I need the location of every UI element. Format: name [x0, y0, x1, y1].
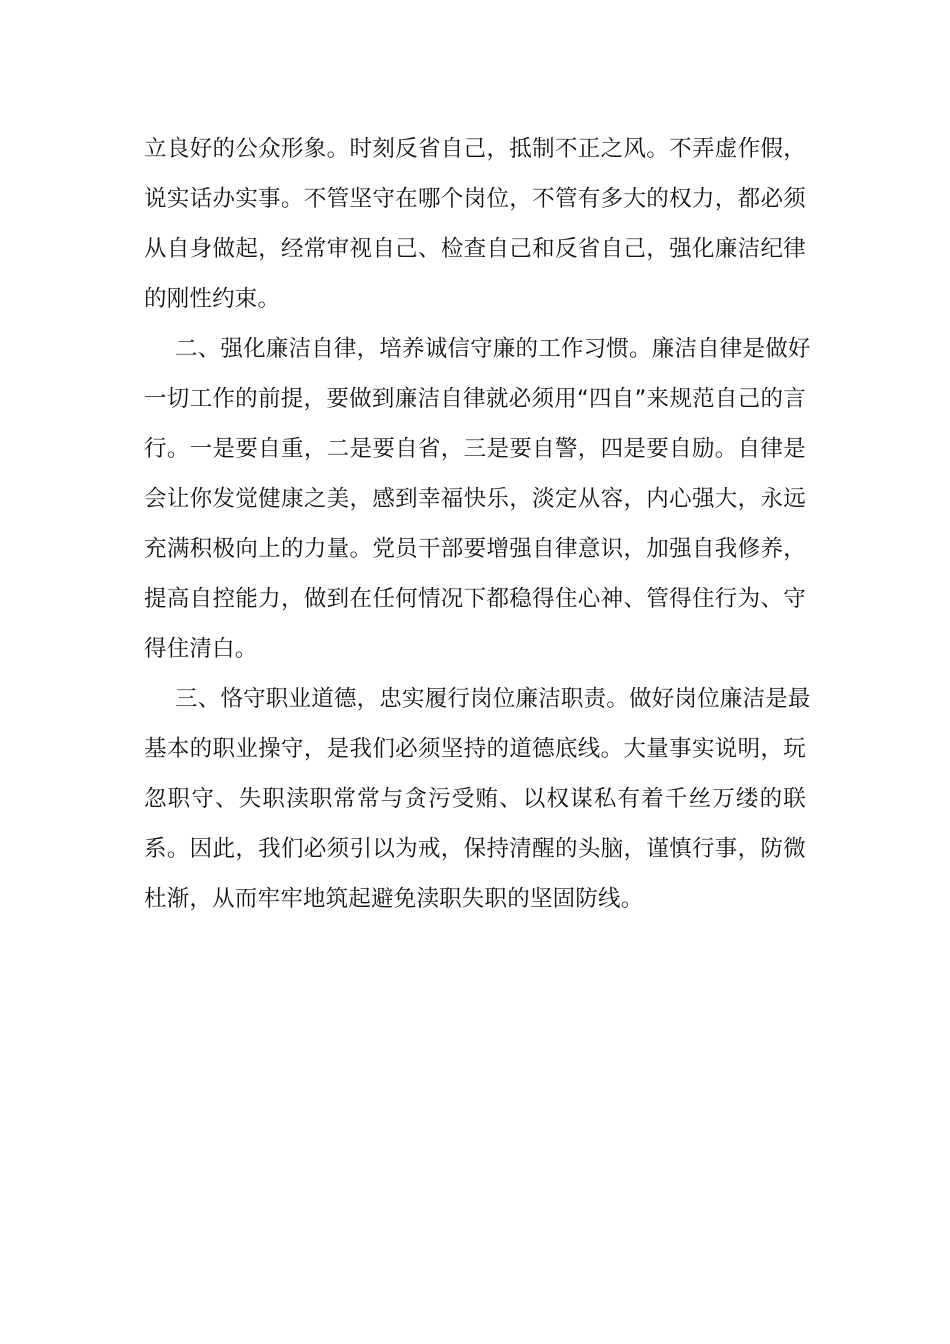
text-line: 二、强化廉洁自律，培养诚信守廉的工作习惯。廉洁自律是做好 [175, 336, 811, 362]
text-line: 系。因此，我们必须引以为戒，保持清醒的头脑，谨慎行事，防微 [144, 836, 806, 862]
text-line: 立良好的公众形象。时刻反省自己，抵制不正之风。不弄虚作假， [144, 136, 806, 162]
paragraph-section-two [144, 324, 811, 674]
text-line: 充满积极向上的力量。党员干部要增强自律意识，加强自我修养， [144, 536, 806, 562]
text-line: 的刚性约束。 [144, 286, 281, 312]
text-line: 行。一是要自重，二是要自省，三是要自警，四是要自励。自律是 [144, 436, 806, 462]
paragraph-continued [144, 124, 806, 324]
text-line: 说实话办实事。不管坚守在哪个岗位，不管有多大的权力，都必须 [144, 186, 806, 212]
text-line: 基本的职业操守，是我们必须坚持的道德底线。大量事实说明，玩 [144, 736, 806, 762]
text-line: 杜渐，从而牢牢地筑起避免渎职失职的坚固防线。 [144, 886, 644, 912]
text-line: 一切工作的前提，要做到廉洁自律就必须用“四自”来规范自己的言 [144, 386, 806, 412]
paragraph-section-three [144, 674, 811, 924]
text-line: 从自身做起，经常审视自己、检查自己和反省自己，强化廉洁纪律 [144, 236, 806, 262]
text-line: 提高自控能力，做到在任何情况下都稳得住心神、管得住行为、守 [144, 586, 806, 612]
text-line: 三、恪守职业道德，忠实履行岗位廉洁职责。做好岗位廉洁是最 [175, 686, 811, 712]
text-line: 忽职守、失职渎职常常与贪污受贿、以权谋私有着千丝万缕的联 [144, 786, 806, 812]
document-body [144, 124, 811, 924]
text-line: 会让你发觉健康之美，感到幸福快乐，淡定从容，内心强大，永远 [144, 486, 806, 512]
text-line: 得住清白。 [144, 636, 258, 662]
